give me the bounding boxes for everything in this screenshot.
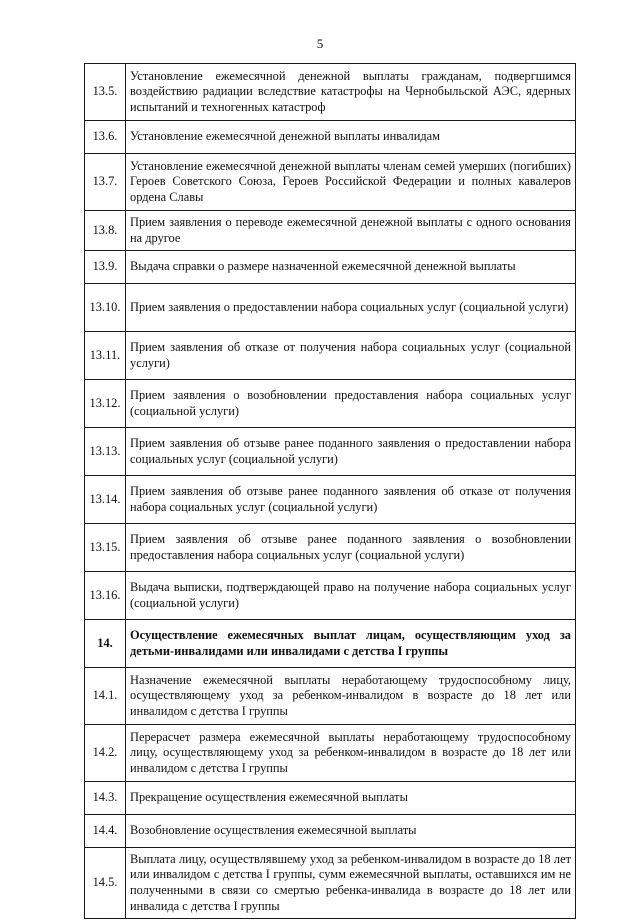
row-number: 13.12. <box>85 380 126 428</box>
row-description: Выдача справки о размере назначенной ежемесячной денежной выплаты <box>126 251 576 284</box>
row-description: Прекращение осуществления ежемесячной выплаты <box>126 782 576 815</box>
row-description: Перерасчет размера ежемесячной выплаты неработающему трудоспособному лицу, осуществляющему уход за ребенком-инвалидом в возрасте до 18 лет или инвалидом с детства I группы <box>126 725 576 782</box>
row-description: Прием заявления о предоставлении набора социальных услуг (социальной услуги) <box>126 284 576 332</box>
table-row <box>85 211 576 251</box>
table-row <box>85 725 576 782</box>
table-row-section-heading <box>85 620 576 668</box>
row-description: Осуществление ежемесячных выплат лицам, осуществляющим уход за детьми-инвалидами или инвалидами с детства I группы <box>126 620 576 668</box>
row-number: 14.3. <box>85 782 126 815</box>
row-description: Прием заявления об отзыве ранее поданного заявления о предоставлении набора социальных услуг (социальной услуги) <box>126 428 576 476</box>
table-row <box>85 284 576 332</box>
row-description: Установление ежемесячной денежной выплаты инвалидам <box>126 121 576 154</box>
page-number: 5 <box>316 36 324 51</box>
row-number: 13.14. <box>85 476 126 524</box>
table-row <box>85 154 576 211</box>
table-row <box>85 380 576 428</box>
row-description: Прием заявления о переводе ежемесячной денежной выплаты с одного основания на другое <box>126 211 576 251</box>
table-row <box>85 524 576 572</box>
row-description: Установление ежемесячной денежной выплаты гражданам, подвергшимся воздействию радиации вследствие катастрофы на Чернобыльской АЭС, ядерных испытаний и техногенных катастроф <box>126 64 576 121</box>
table-row <box>85 476 576 524</box>
table-row <box>85 251 576 284</box>
table-row <box>85 815 576 848</box>
services-table <box>84 63 576 919</box>
table-row <box>85 782 576 815</box>
table-row <box>85 64 576 121</box>
table-row <box>85 668 576 725</box>
row-description: Возобновление осуществления ежемесячной выплаты <box>126 815 576 848</box>
row-description: Прием заявления об отказе от получения набора социальных услуг (социальной услуги) <box>126 332 576 380</box>
table-row <box>85 121 576 154</box>
row-description: Прием заявления о возобновлении предоставления набора социальных услуг (социальной услуги) <box>126 380 576 428</box>
row-number: 14.1. <box>85 668 126 725</box>
row-number: 14. <box>85 620 126 668</box>
row-description: Выдача выписки, подтверждающей право на получение набора социальных услуг (социальной услуги) <box>126 572 576 620</box>
row-description: Установление ежемесячной денежной выплаты членам семей умерших (погибших) Героев Советского Союза, Героев Российской Федерации и полных кавалеров ордена Славы <box>126 154 576 211</box>
table-row <box>85 428 576 476</box>
row-number: 14.5. <box>85 848 126 919</box>
row-number: 13.5. <box>85 64 126 121</box>
row-description: Назначение ежемесячной выплаты неработающему трудоспособному лицу, осуществляющему уход за ребенком-инвалидом в возрасте до 18 лет или инвалидом с детства I группы <box>126 668 576 725</box>
row-description: Выплата лицу, осуществлявшему уход за ребенком-инвалидом в возрасте до 18 лет или инвалидом с детства I группы, сумм ежемесячной выплаты, оставшихся им не полученными в связи со смертью ребенка-инвалида в возрасте до 18 лет или инвалида с детства I группы <box>126 848 576 919</box>
row-number: 13.6. <box>85 121 126 154</box>
row-number: 13.10. <box>85 284 126 332</box>
table-row <box>85 572 576 620</box>
row-number: 13.7. <box>85 154 126 211</box>
row-number: 14.4. <box>85 815 126 848</box>
row-number: 13.13. <box>85 428 126 476</box>
table-row <box>85 848 576 919</box>
row-description: Прием заявления об отзыве ранее поданного заявления о возобновлении предоставления набора социальных услуг (социальной услуги) <box>126 524 576 572</box>
table-row <box>85 332 576 380</box>
row-description: Прием заявления об отзыве ранее поданного заявления об отказе от получения набора социальных услуг (социальной услуги) <box>126 476 576 524</box>
row-number: 13.15. <box>85 524 126 572</box>
row-number: 14.2. <box>85 725 126 782</box>
row-number: 13.11. <box>85 332 126 380</box>
row-number: 13.8. <box>85 211 126 251</box>
row-number: 13.16. <box>85 572 126 620</box>
row-number: 13.9. <box>85 251 126 284</box>
